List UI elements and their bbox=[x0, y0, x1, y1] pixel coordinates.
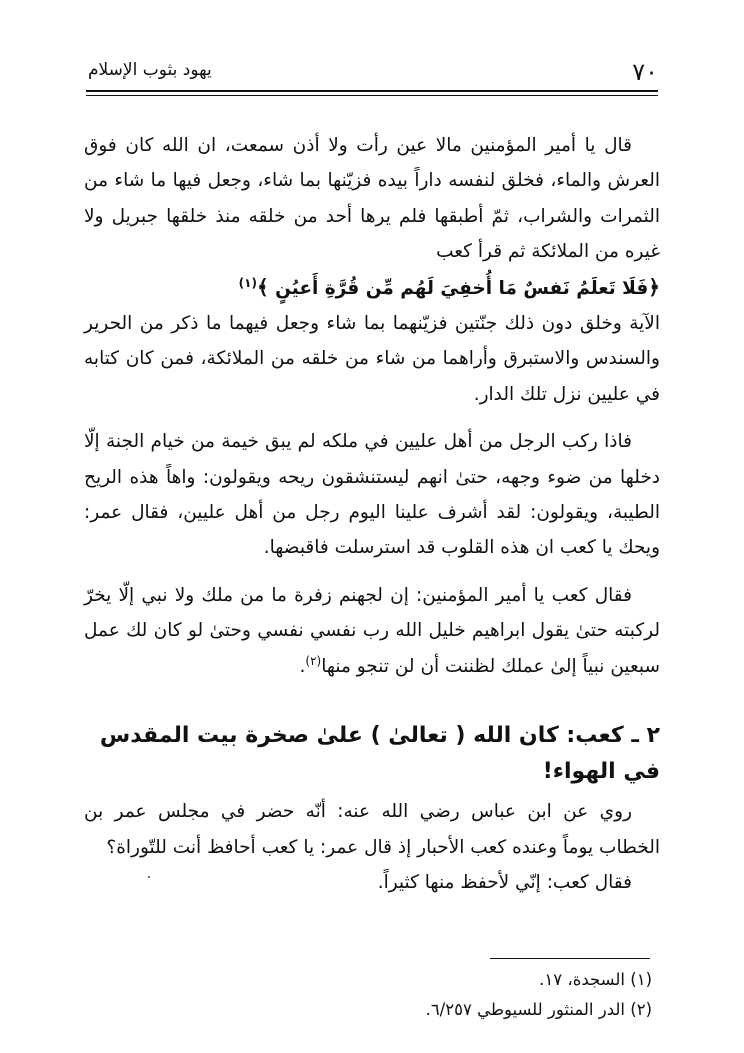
paragraph-4-end: . bbox=[299, 655, 306, 677]
footnote-ref-1: (١) bbox=[238, 275, 257, 290]
paragraph-1: قال يا أمير المؤمنين مالا عين رأت ولا أذن سمعت، ان الله كان فوق العرش والماء، فخلق لنفسه داراً بيده فزيّنها بما شاء، وجعل فيها ما شاء من الثمرات والشراب، ثمّ أطبقها فلم يرها أحد من خلقه منذ خلقها جبريل ولا غيره من الملائكة ثم قرأ كعب bbox=[84, 135, 660, 263]
footnote-1: (١) السجدة، ١٧. bbox=[539, 970, 652, 989]
paragraph-4 bbox=[84, 578, 660, 684]
paragraph-4-text: فقال كعب يا أمير المؤمنين: إن لجهنم زفرة ما من ملك ولا نبي إلّا يخرّ لركبته حتىٰ يقول ابراهيم خليل الله رب نفسي نفسي وحتىٰ لو كان لك عمل سبعين نبياً إلىٰ عملك لظننت أن لن تنجو منها bbox=[84, 584, 660, 677]
verse-open-bracket: ﴿ bbox=[648, 274, 660, 299]
verse-text: فَلَا تَعلَمُ نَفسٌ مَا أُخفِيَ لَهُم مِّن قُرَّةِ أَعيُنٍ bbox=[275, 277, 649, 299]
section-heading: ٢ ـ كعب: كان الله ( تعالىٰ ) علىٰ صخرة بيت المقدس في الهواء! bbox=[99, 723, 660, 785]
header-rule-thick bbox=[86, 90, 658, 92]
footnotes bbox=[84, 965, 652, 1025]
paragraph-2: الآية وخلق دون ذلك جنّتين فزيّنهما بما شاء وجعل فيهما ما ذكر من الحرير والسندس والاستبرق وأراهما من شاء من خلقه من الملائكة، فمن كان كتابه في عليين نزل تلك الدار. bbox=[84, 313, 660, 405]
page-body bbox=[84, 128, 660, 900]
verse-close-bracket: ﴾ bbox=[256, 274, 269, 299]
print-speck bbox=[148, 876, 150, 878]
page-number: ٧٠ bbox=[632, 58, 658, 86]
footnote-ref-2: (٢) bbox=[305, 653, 322, 668]
quran-verse bbox=[84, 270, 660, 306]
running-title: يهود بثوب الإسلام bbox=[88, 60, 212, 80]
paragraph-5: روي عن ابن عباس رضي الله عنه: أنّه حضر في مجلس عمر بن الخطاب يوماً وعنده كعب الأحبار إذ قال عمر: يا كعب أحافظ أنت للتّوراة؟ bbox=[84, 801, 660, 858]
footnote-separator bbox=[490, 958, 650, 959]
page-header bbox=[88, 58, 658, 88]
paragraph-3: فاذا ركب الرجل من أهل عليين في ملكه لم يبق خيمة من خيام الجنة إلّا دخلها من ضوء وجهه، حتىٰ انهم ليستنشقون ريحه ويقولون: واهاً هذه الريح الطيبة، ويقولون: لقد أشرف علينا اليوم رجل من أهل عليين، فقال عمر: ويحك يا كعب ان هذه القلوب قد استرسلت فاقبضها. bbox=[84, 431, 660, 559]
footnote-2: (٢) الدر المنثور للسيوطي ٦/٢٥٧. bbox=[425, 1000, 652, 1019]
header-rule-thin bbox=[86, 95, 658, 96]
paragraph-6: فقال كعب: إنّي لأحفظ منها كثيراً. bbox=[377, 871, 632, 893]
